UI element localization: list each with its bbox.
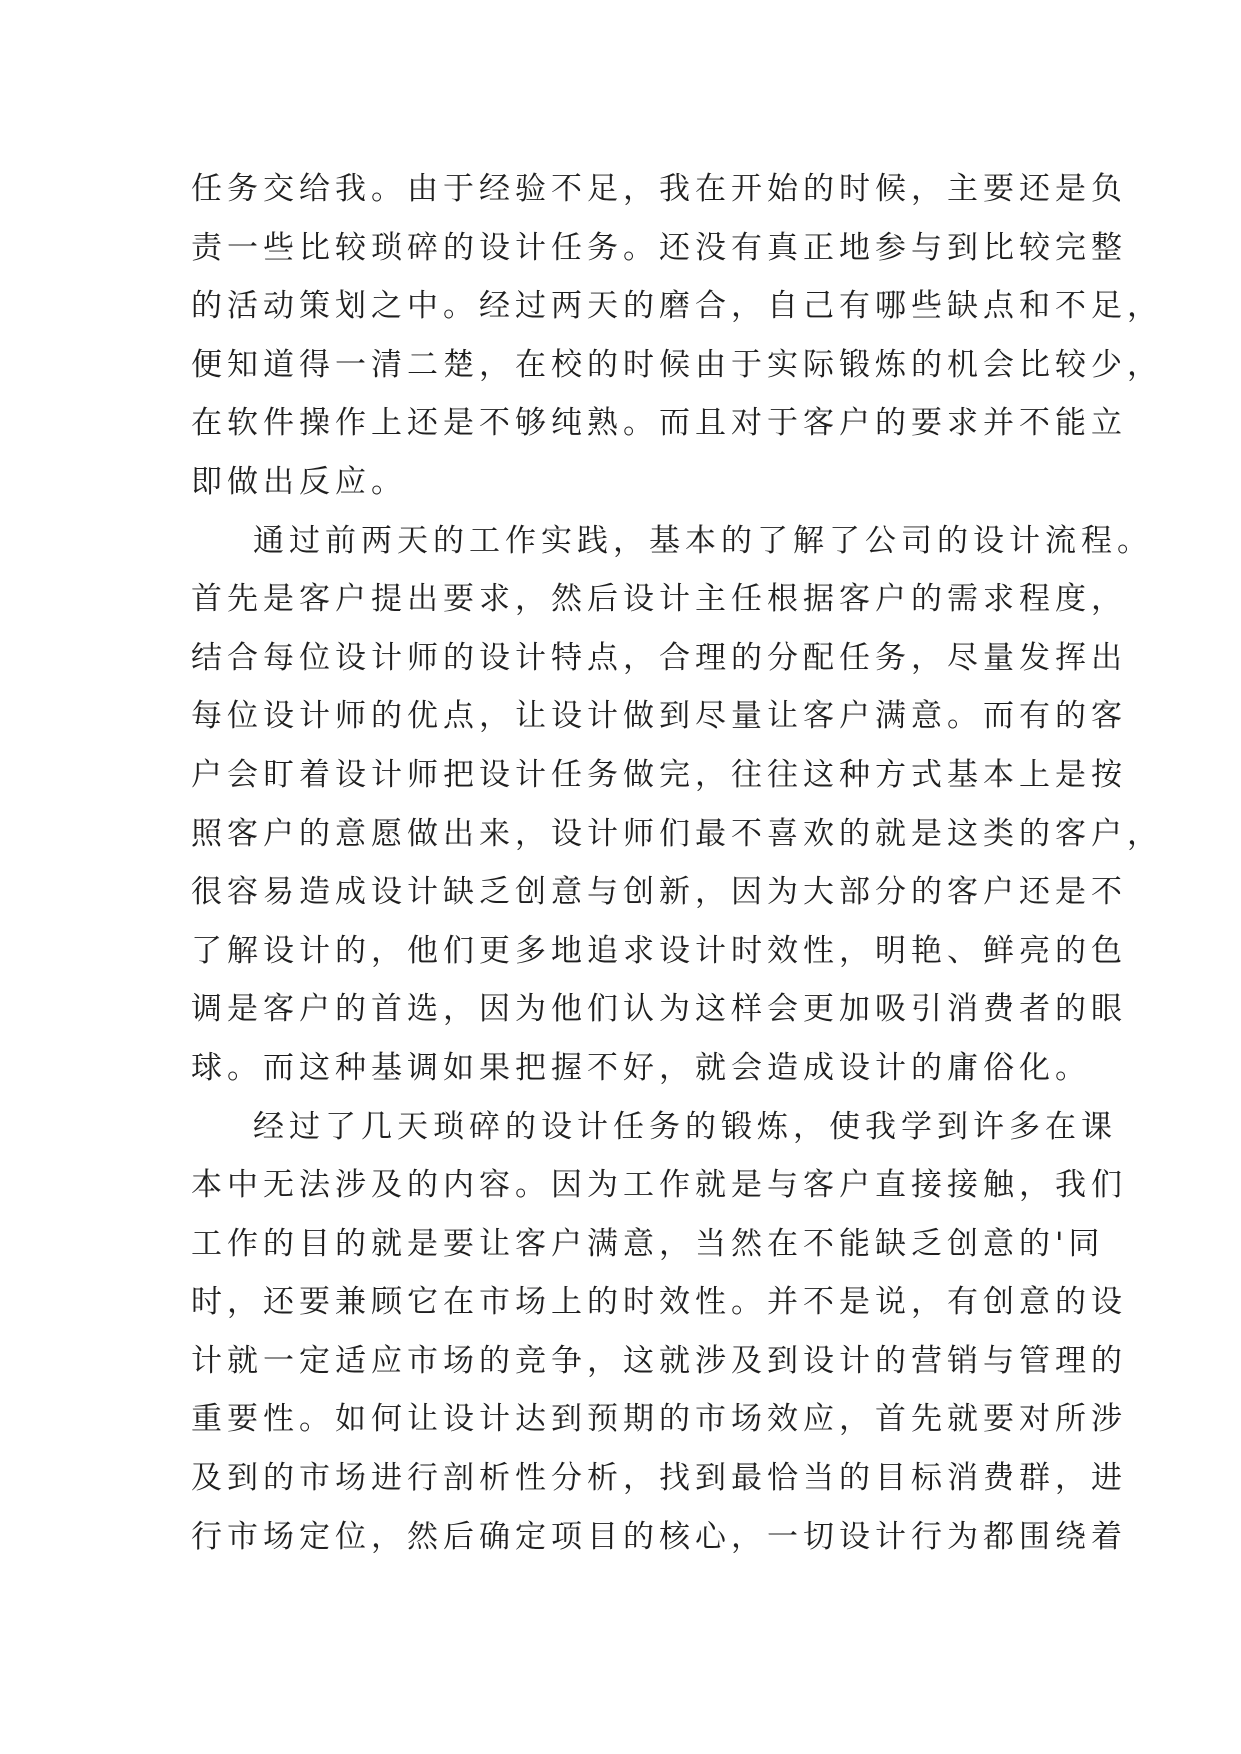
text-line: 重要性。如何让设计达到预期的市场效应，首先就要对所涉 xyxy=(191,1401,1127,1438)
text-line: 通过前两天的工作实践，基本的了解了公司的设计流程。 xyxy=(253,522,1153,559)
text-line: 的活动策划之中。经过两天的磨合，自己有哪些缺点和不足， xyxy=(191,288,1163,325)
text-line: 责一些比较琐碎的设计任务。还没有真正地参与到比较完整 xyxy=(191,229,1127,266)
text-line: 计就一定适应市场的竞争，这就涉及到设计的营销与管理的 xyxy=(191,1342,1127,1379)
text-line: 在软件操作上还是不够纯熟。而且对于客户的要求并不能立 xyxy=(191,405,1127,442)
text-line: 本中无法涉及的内容。因为工作就是与客户直接接触，我们 xyxy=(191,1167,1127,1204)
text-line: 便知道得一清二楚，在校的时候由于实际锻炼的机会比较少， xyxy=(191,346,1163,383)
text-line: 工作的目的就是要让客户满意，当然在不能缺乏创意的'同 xyxy=(191,1225,1105,1262)
text-line: 每位设计师的优点，让设计做到尽量让客户满意。而有的客 xyxy=(191,698,1127,735)
text-line: 及到的市场进行剖析性分析，找到最恰当的目标消费群，进 xyxy=(191,1460,1127,1497)
text-line: 行市场定位，然后确定项目的核心，一切设计行为都围绕着 xyxy=(191,1518,1127,1555)
text-line: 照客户的意愿做出来，设计师们最不喜欢的就是这类的客户， xyxy=(191,815,1163,852)
text-line: 很容易造成设计缺乏创意与创新，因为大部分的客户还是不 xyxy=(191,874,1127,911)
text-line: 户会盯着设计师把设计任务做完，往往这种方式基本上是按 xyxy=(191,756,1127,793)
text-line: 首先是客户提出要求，然后设计主任根据客户的需求程度， xyxy=(191,581,1127,618)
text-line: 调是客户的首选，因为他们认为这样会更加吸引消费者的眼 xyxy=(191,991,1127,1028)
text-line: 球。而这种基调如果把握不好，就会造成设计的庸俗化。 xyxy=(191,1049,1091,1086)
text-line: 时，还要兼顾它在市场上的时效性。并不是说，有创意的设 xyxy=(191,1284,1127,1321)
text-line: 任务交给我。由于经验不足，我在开始的时候，主要还是负 xyxy=(191,171,1127,207)
text-line: 结合每位设计师的设计特点，合理的分配任务，尽量发挥出 xyxy=(191,639,1127,676)
text-line: 经过了几天琐碎的设计任务的锻炼，使我学到许多在课 xyxy=(253,1108,1117,1145)
body-text xyxy=(191,160,1163,1566)
text-line: 了解设计的，他们更多地追求设计时效性，明艳、鲜亮的色 xyxy=(191,932,1127,969)
text-line: 即做出反应。 xyxy=(191,463,407,500)
